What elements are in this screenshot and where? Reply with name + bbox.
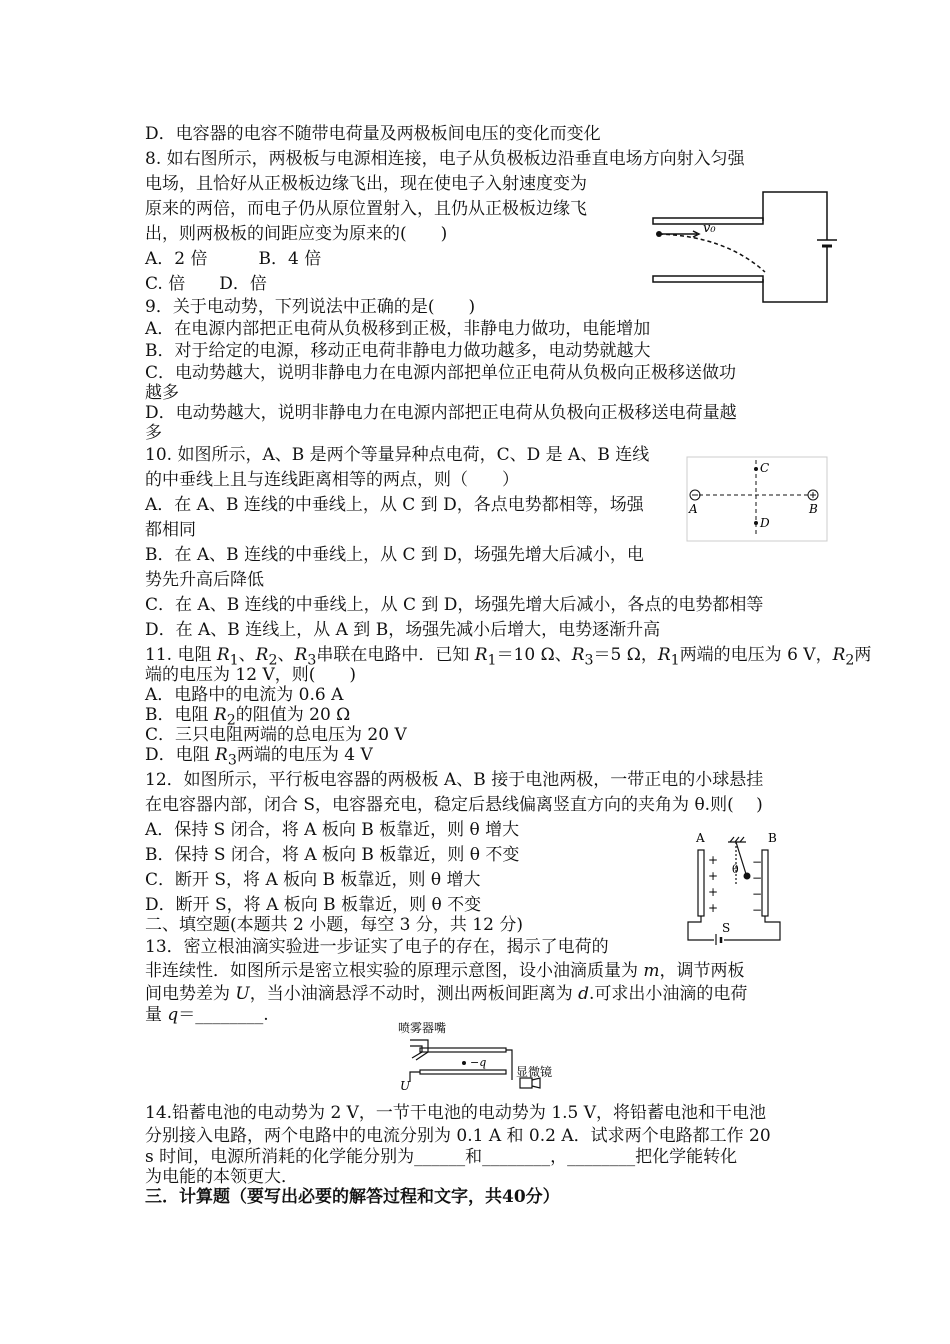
q12-figure [680, 828, 790, 946]
section-3-heading: 三．计算题（要写出必要的解答过程和文字，共40分） [145, 1187, 560, 1207]
q10-stem-2: 的中垂线上且与连线距离相等的两点，则（ ） [145, 470, 519, 490]
label-b: B [768, 831, 777, 845]
label-s: S [722, 921, 731, 935]
q11-option-c: C．三只电阻两端的总电压为 20 V [145, 725, 407, 745]
q14-stem-3: s 时间，电源所消耗的化学能分别为______和________，________把化学能转化 [145, 1147, 738, 1167]
electron-dot [656, 231, 662, 237]
wire [410, 1050, 512, 1082]
q11-stem-2: 端的电压为 12 V，则( ) [145, 665, 356, 685]
lower-plate [420, 1070, 506, 1074]
q10-figure [685, 455, 830, 545]
q9-option-d-cont: 多 [145, 423, 162, 443]
svg-text:−: − [752, 871, 763, 885]
q10-option-b: B．在 A、B 连线的中垂线上，从 C 到 D，场强先增大后减小，电 [145, 545, 644, 565]
svg-text:−: − [752, 887, 763, 901]
microscope-body [520, 1078, 532, 1088]
svg-text:−: − [752, 855, 763, 869]
lower-plate [653, 276, 763, 282]
label-c: C [760, 461, 770, 475]
q14-stem-4: 为电能的本领更大． [145, 1167, 298, 1187]
charged-ball [744, 873, 751, 880]
section-2-heading: 二、填空题(本题共 2 小题，每空 3 分，共 12 分) [145, 915, 523, 935]
label-a: A [689, 502, 698, 516]
u-label: U [400, 1079, 411, 1093]
q13-figure [390, 1018, 560, 1096]
oil-drop [462, 1061, 466, 1065]
q12-option-d: D．断开 S，将 A 板向 B 板靠近，则 θ 不变 [145, 895, 482, 915]
plate-a [698, 850, 704, 916]
nozzle-label: 喷雾器嘴 [398, 1021, 447, 1035]
svg-text:+: + [708, 853, 719, 867]
q13-stem-3: 间电势差为 U，当小油滴悬浮不动时，测出两板间距离为 d.可求出小油滴的电荷 [145, 984, 748, 1004]
svg-text:+: + [708, 885, 719, 899]
q14-stem-2: 分别接入电路，两个电路中的电流分别为 0.1 A 和 0.2 A．试求两个电路都工作 20 [145, 1126, 771, 1146]
q10-stem-1: 10. 如图所示，A、B 是两个等量异种点电荷，C、D 是 A、B 连线 [145, 445, 650, 465]
svg-text:+: + [708, 901, 719, 915]
upper-plate [420, 1048, 506, 1052]
q9-option-c-cont: 越多 [145, 383, 179, 403]
q8-stem-4: 出，则两极板的间距应变为原来的( ) [145, 224, 448, 244]
label-theta: θ [732, 863, 739, 876]
nozzle [410, 1040, 428, 1060]
q8-options-ab: A．2 倍 B．4 倍 [145, 249, 322, 269]
circuit-wire [763, 192, 827, 302]
q12-stem-1: 12．如图所示，平行板电容器的两极板 A、B 接于电池两极，一带正电的小球悬挂 [145, 770, 764, 790]
svg-text:+: + [708, 869, 719, 883]
circuit-wire [688, 916, 780, 940]
q9-option-d: D．电动势越大，说明非静电力在电源内部把正电荷从负极向正极移送电荷量越 [145, 403, 737, 423]
q10-option-d: D．在 A、B 连线上，从 A 到 B，场强先减小后增大，电势逐渐升高 [145, 620, 661, 640]
q13-stem-1: 13．密立根油滴实验进一步证实了电子的存在，揭示了电荷的 [145, 937, 609, 957]
q13-stem-4: 量 q＝________. [145, 1005, 269, 1025]
q10-option-a-cont: 都相同 [145, 520, 196, 540]
q8-options-cd: C. 倍 D．倍 [145, 274, 267, 294]
q8-stem-3: 原来的两倍，而电子仍从原位置射入，且仍从正极板边缘飞 [145, 199, 587, 219]
q8-stem-2: 电场，且恰好从正极板边缘飞出，现在使电子入射速度变为 [145, 174, 587, 194]
label-b: B [809, 502, 818, 516]
q11-stem-1: 11. 电阻 $R_1$、$R_2$、$R_3$串联在电路中．已知 $R_1=10$ Ω、$R_3=5$ Ω，$R_1$两端的电压为 6 V，$R_2$两 [145, 645, 872, 669]
q14-stem-1: 14.铅蓄电池的电动势为 2 V，一节干电池的电动势为 1.5 V，将铅蓄电池和干电池 [145, 1103, 767, 1123]
q10-option-c: C．在 A、B 连线的中垂线上，从 C 到 D，场强先增大后减小，各点的电势都相等 [145, 595, 764, 615]
trajectory [659, 234, 765, 272]
q9-option-b: B．对于给定的电源，移动正电荷非静电力做功越多，电动势就越大 [145, 341, 651, 361]
q8-stem-1: 8. 如右图所示，两极板与电源相连接，电子从负极板边沿垂直电场方向射入匀强 [145, 149, 745, 169]
q9-option-a: A．在电源内部把正电荷从负极移到正极，非静电力做功，电能增加 [145, 319, 651, 339]
q10-option-a: A．在 A、B 连线的中垂线上，从 C 到 D，各点电势都相等，场强 [145, 495, 644, 515]
q12-option-b: B．保持 S 闭合，将 A 板向 B 板靠近，则 θ 不变 [145, 845, 520, 865]
q11-option-b: B．电阻 $R_2$的阻值为 20 Ω [145, 705, 351, 729]
v0-label: v₀ [703, 221, 716, 236]
q11-option-a: A．电路中的电流为 0.6 A [145, 685, 344, 705]
svg-text:−: − [752, 903, 763, 917]
label-d: D [760, 516, 770, 530]
q8-figure [645, 180, 835, 310]
label-a: A [696, 831, 705, 845]
plate-b [762, 850, 768, 916]
q11-option-d: D．电阻 $R_3$两端的电压为 4 V [145, 745, 373, 769]
q13-stem-2: 非连续性．如图所示是密立根实验的原理示意图，设小油滴质量为 m，调节两板 [145, 961, 745, 981]
q12-option-a: A．保持 S 闭合，将 A 板向 B 板靠近，则 θ 增大 [145, 820, 520, 840]
q9-option-c: C．电动势越大，说明非静电力在电源内部把单位正电荷从负极向正极移送做功 [145, 363, 737, 383]
q10-option-b-cont: 势先升高后降低 [145, 570, 264, 590]
charge-label: −q [470, 1056, 487, 1069]
q12-option-c: C．断开 S，将 A 板向 B 板靠近，则 θ 增大 [145, 870, 481, 890]
q12-stem-2: 在电容器内部，闭合 S，电容器充电，稳定后悬线偏离竖直方向的夹角为 θ.则( ) [145, 795, 763, 815]
microscope-label: 显微镜 [516, 1065, 553, 1079]
q9-stem: 9．关于电动势，下列说法中正确的是( ) [145, 297, 476, 317]
line-d-capacitor: D．电容器的电容不随带电荷量及两极板间电压的变化而变化 [145, 124, 601, 144]
